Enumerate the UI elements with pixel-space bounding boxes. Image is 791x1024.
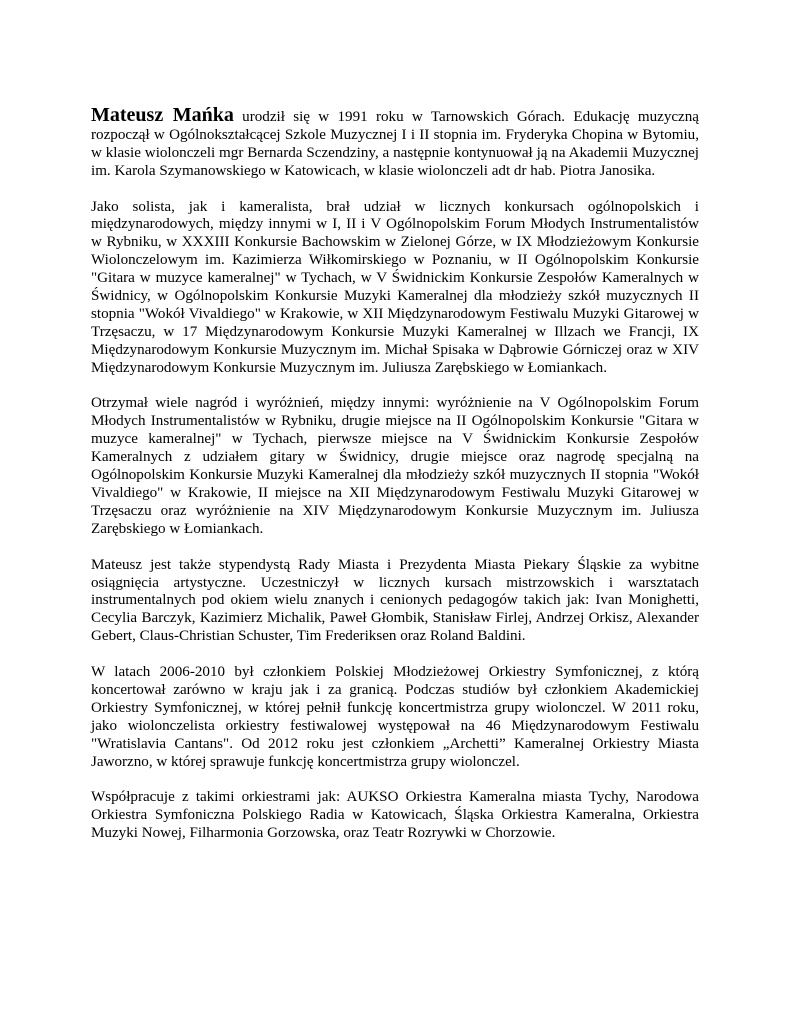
document-page — [91, 104, 700, 861]
person-name: Mateusz Mańka — [91, 104, 234, 126]
paragraph-scholarships: Mateusz jest także stypendystą Rady Miasta i Prezydenta Miasta Piekary Śląskie za wybitne osiągnięcia artystyczne. Uczestniczył w licznych kursach mistrzowskich i warsztatach instrumentalnych pod okiem wielu znanych i cenionych pedagogów takich jak: Ivan Monighetti, Cecylia Barczyk, Kazimierz Michalik, Paweł Głombik, Stanisław Firlej, Andrzej Orkisz, Alexander Gebert, Claus-Christian Schuster, Tim Frederiksen oraz Roland Baldini. — [91, 556, 699, 645]
paragraph-competitions: Jako solista, jak i kameralista, brał udział w licznych konkursach ogólnopolskich i międzynarodowych, między innymi w I, II i V Ogólnopolskim Forum Młodych Instrumentalistów w Rybniku, w XXXIII Konkursie Bachowskim w Zielonej Górze, w IX Młodzieżowym Konkursie Wiolonczelowym im. Kazimierza Wiłkomirskiego w Poznaniu, w II Ogólnopolskim Konkursie "Gitara w muzyce kameralnej" w Tychach, w V Świdnickim Konkursie Zespołów Kameralnych w Świdnicy, w Ogólnopolskim Konkursie Muzyki Kameralnej dla młodzieży szkół muzycznych II stopnia "Wokół Vivaldiego" w Krakowie, w XII Międzynarodowym Festiwalu Muzyki Gitarowej w Trzęsaczu, w 17 Międzynarodowym Konkursie Muzyki Kameralnej w Illzach we Francji, IX Międzynarodowym Konkursie Muzycznym im. Michał Spisaka w Dąbrowie Górniczej oraz w XIV Międzynarodowym Konkursie Muzycznym im. Juliusza Zarębskiego w Łomiankach. — [91, 198, 699, 376]
paragraph-intro — [91, 104, 700, 181]
paragraph-collaborations: Współpracuje z takimi orkiestrami jak: AUKSO Orkiestra Kameralna miasta Tychy, Narodowa Orkiestra Symfoniczna Polskiego Radia w Katowicach, Śląska Orkiestra Kameralna, Orkiestra Muzyki Nowej, Filharmonia Gorzowska, oraz Teatr Rozrywki w Chorzowie. — [91, 789, 699, 842]
paragraph-awards: Otrzymał wiele nagród i wyróżnień, między innymi: wyróżnienie na V Ogólnopolskim Forum Młodych Instrumentalistów w Rybniku, drugie miejsce na II Ogólnopolskim Konkursie "Gitara w muzyce kameralnej" w Tychach, pierwsze miejsce na V Świdnickim Konkursie Zespołów Kameralnych z udziałem gitary w Świdnicy, drugie miejsce oraz nagrodę specjalną na Ogólnopolskim Konkursie Muzyki Kameralnej dla młodzieży szkół muzycznych II stopnia "Wokół Vivaldiego" w Krakowie, II miejsce na XII Międzynarodowym Festiwalu Muzyki Gitarowej w Trzęsaczu oraz wyróżnienie na XIV Międzynarodowym Konkursie Muzycznym im. Juliusza Zarębskiego w Łomiankach. — [91, 395, 699, 537]
paragraph-intro-text: urodził się w 1991 roku w Tarnowskich Górach. Edukację muzyczną rozpoczął w Ogólnokształcącej Szkole Muzycznej I i II stopnia im. Fryderyka Chopina w Bytomiu, w klasie wiolonczeli mgr Bernarda Sczendziny, a następnie kontynuował ją na Akademii Muzycznej im. Karola Szymanowskiego w Katowicach, w klasie wiolonczeli adt dr hab. Piotra Janosika. — [91, 109, 700, 179]
paragraph-orchestras: W latach 2006-2010 był członkiem Polskiej Młodzieżowej Orkiestry Symfonicznej, z którą koncertował zarówno w kraju jak i za granicą. Podczas studiów był członkiem Akademickiej Orkiestry Symfonicznej, w której pełnił funkcję koncertmistrza grupy wiolonczel. W 2011 roku, jako wiolonczelista orkiestry festiwalowej występował na 46 Międzynarodowym Festiwalu "Wratislavia Cantans". Od 2012 roku jest członkiem „Archetti” Kameralnej Orkiestry Miasta Jaworzno, w której sprawuje funkcję koncertmistrza grupy wiolonczel. — [91, 664, 699, 770]
